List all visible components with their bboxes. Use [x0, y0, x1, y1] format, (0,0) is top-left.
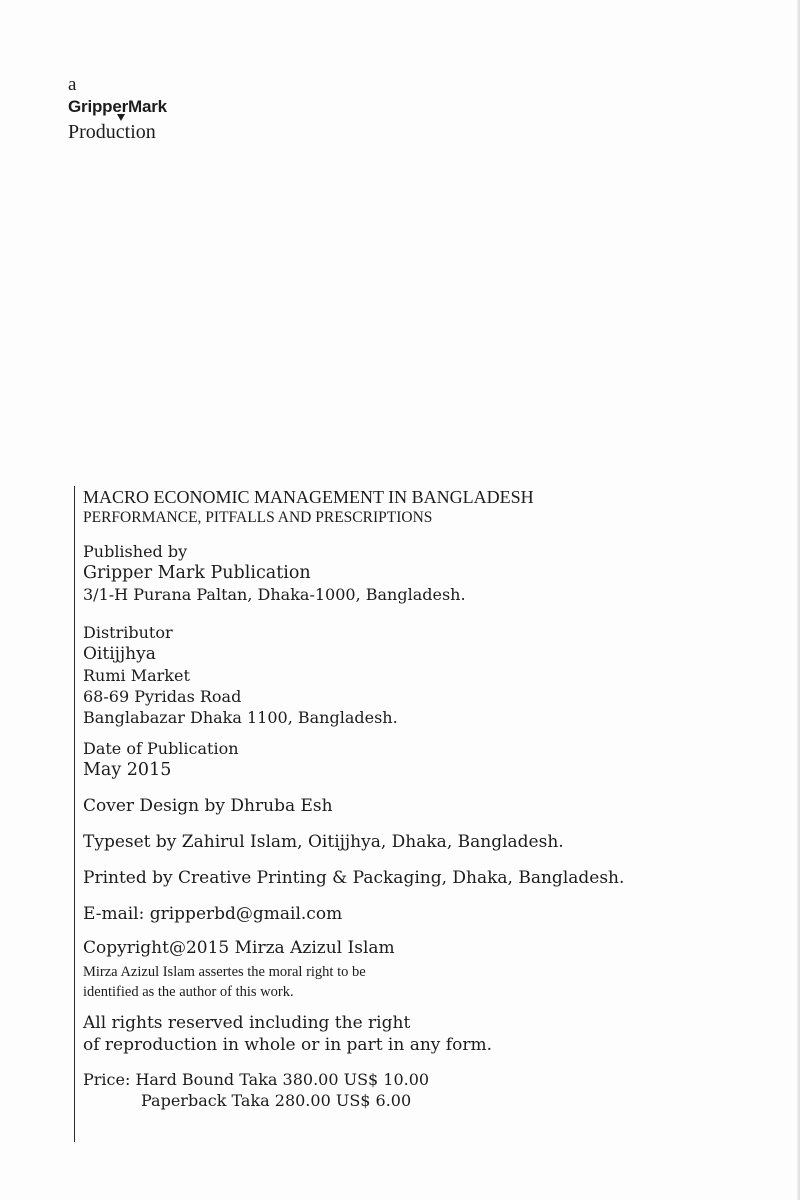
rights-line: All rights reserved including the right [83, 1013, 411, 1033]
moral-right-line: Mirza Azizul Islam assertes the moral right to be [83, 964, 366, 980]
distributor-address-line: 68-69 Pyridas Road [83, 687, 242, 706]
price-line: Price: Hard Bound Taka 380.00 US$ 10.00 [83, 1070, 430, 1089]
published-by-label: Published by [83, 542, 188, 561]
printer-credit: Printed by Creative Printing & Packaging, Dhaka, Bangladesh. [83, 868, 625, 888]
book-subtitle: PERFORMANCE, PITFALLS AND PRESCRIPTIONS [83, 509, 433, 526]
date-label: Date of Publication [83, 739, 239, 758]
contact-email: E-mail: gripperbd@gmail.com [83, 904, 343, 924]
typeset-credit: Typeset by Zahirul Islam, Oitijjhya, Dhaka, Bangladesh. [83, 832, 564, 852]
distributor-name: Oitijjhya [83, 644, 156, 664]
moral-right-line: identified as the author of this work. [83, 984, 294, 1000]
gripper-mark-logo [68, 97, 167, 117]
price-line: Paperback Taka 280.00 US$ 6.00 [141, 1091, 412, 1110]
rights-line: of reproduction in whole or in part in any form. [83, 1035, 492, 1055]
distributor-address-line: Rumi Market [83, 666, 190, 685]
distributor-label: Distributor [83, 623, 173, 642]
publisher-address: 3/1-H Purana Paltan, Dhaka-1000, Bangladesh. [83, 585, 466, 604]
brand-prefix: a [68, 74, 77, 95]
book-title: MACRO ECONOMIC MANAGEMENT IN BANGLADESH [83, 487, 534, 507]
copyright-notice: Copyright@2015 Mirza Azizul Islam [83, 938, 395, 958]
publisher-name: Gripper Mark Publication [83, 563, 311, 583]
publisher-branding [68, 74, 167, 143]
cover-design-credit: Cover Design by Dhruba Esh [83, 796, 333, 816]
distributor-address-line: Banglabazar Dhaka 1100, Bangladesh. [83, 708, 398, 727]
date-value: May 2015 [83, 760, 172, 780]
imprint-block [74, 486, 783, 1142]
logo-triangle-icon [117, 114, 125, 121]
brand-suffix: Production [68, 121, 156, 143]
logo-text: GripperMark [68, 97, 167, 116]
